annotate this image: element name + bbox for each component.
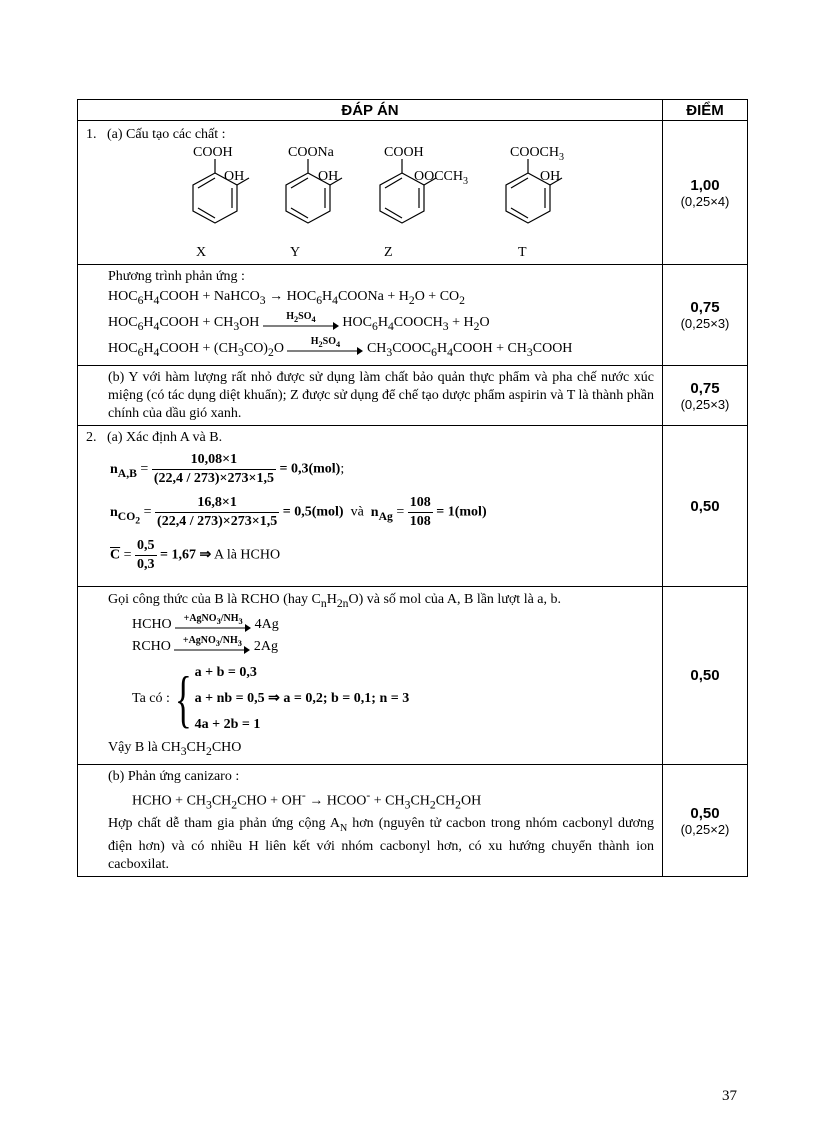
y-top-group: COONa: [288, 145, 334, 160]
header-points: ĐIỂM: [663, 100, 748, 121]
b-conclusion: Vậy B là $CH_3CH_2CHO$: [108, 740, 242, 758]
score-detail-6: (0,25×2): [680, 821, 730, 837]
score-2: 0,75: [690, 299, 720, 317]
formula-c-avg: $\overline{C}$ = $\frac{0,5}{0,3}$ = 1,67 ⇒ A là HCHO: [110, 538, 281, 573]
reaction-1: $HOC_6H_4COOH$ + NaHCO$_3$ → $HOC_6H_4COONa + H_2O + CO_2$: [108, 289, 465, 307]
formula-nab: $n_{A,B}$ = $\frac{10,08\times 1}{(22,4 / 273)\times 273\times 1,5}$ = 0,3(mol);: [110, 452, 345, 487]
equation-system: Ta có : { a + b = 0,3 a + nb = 0,5 ⇒ a = 0,2; b = 0,1; n = 3 4a + 2b = 1: [132, 663, 410, 735]
x-top-group: COOH: [193, 145, 233, 160]
score-3: 0,75: [690, 379, 720, 397]
header-answer: ĐÁP ÁN: [78, 100, 663, 121]
b-intro: Gọi công thức của B là RCHO (hay $C_nH_{2n}O$) và số mol của A, B lần lượt là a, b.: [108, 592, 562, 611]
reaction-rcho: RCHO $+AgNO_3/NH_3$ 2Ag: [132, 634, 279, 655]
q2b-explanation: Hợp chất dễ tham gia phản ứng cộng $A_N$ hơn (nguyên tử cacbon trong nhóm cacbonyl dương điện hơn) và có nhiều H liên kết với nhóm cacbonyl hơn, có xu hướng chuyển thành ion cacboxilat.: [108, 816, 654, 873]
score-cell-3: [663, 366, 748, 426]
formula-nco2: $n_{CO_2}$ = $\frac{16,8\times 1}{(22,4 / 273)\times 273\times 1,5}$ = 0,5(mol) và $n_{Ag}$ = $\frac{108}{108}$ = 1(mol): [110, 495, 487, 530]
z-letter: Z: [384, 245, 393, 260]
score-1: 1,00: [690, 176, 720, 194]
q1-number: 1.: [86, 127, 97, 142]
reactions-intro: Phương trình phản ứng :: [108, 269, 245, 284]
y-side-group: OH: [318, 169, 339, 184]
x-side-group: OH: [224, 169, 245, 184]
score-cell-4: [663, 426, 748, 587]
z-top-group: COOH: [384, 145, 424, 160]
score-cell-2: [663, 265, 748, 366]
canizaro-reaction: HCHO + $CH_3CH_2CHO + OH^-$ → HCOO- + $CH_3CH_2CH_2OH$: [132, 788, 482, 812]
score-5: 0,50: [690, 667, 720, 685]
score-detail-3: (0,25×3): [680, 396, 730, 412]
score-4: 0,50: [690, 497, 720, 515]
reaction-hcho: HCHO $+AgNO_3/NH_3$ 4Ag: [132, 612, 279, 633]
score-cell-5: [663, 587, 748, 765]
score-detail-1: (0,25×4): [680, 193, 730, 209]
score-cell-6: [663, 764, 748, 876]
reaction-3: $HOC_6H_4COOH + (CH_3CO)_2O$ $H_2SO_4$ $CH_3COOC_6H_4COOH$ + $CH_3COOH$: [108, 336, 573, 359]
t-top-group: $COOCH_3$: [510, 145, 565, 163]
score-6: 0,50: [690, 804, 720, 822]
q2a-heading: (a) Xác định A và B.: [107, 430, 223, 446]
reaction-2: $HOC_6H_4COOH + CH_3OH$ $H_2SO_4$ $HOC_6H_4COOCH_3 + H_2O$: [108, 310, 490, 333]
q2-number: 2.: [86, 430, 97, 446]
t-side-group: OH: [540, 169, 561, 184]
y-letter: Y: [290, 245, 301, 260]
q2b-heading: (b) Phản ứng canizaro :: [108, 768, 240, 784]
score-detail-2: (0,25×3): [680, 316, 730, 332]
molecule-structures: [168, 143, 688, 257]
page-number: 37: [722, 1088, 737, 1104]
q1b-text: (b) Y với hàm lượng rất nhỏ được sử dụng làm chất bảo quản thực phẩm và pha chế nước xúc miệng (có tác dụng diệt khuẩn); Z được sử dụng để chế tạo dược phẩm aspirin và T là thành phần chính của dầu gió xanh.: [108, 370, 654, 422]
answer-table: [77, 99, 748, 877]
x-letter: X: [196, 245, 207, 260]
z-side-group: $OOCCH_3$: [414, 169, 469, 187]
q1a-heading: (a) Cấu tạo các chất :: [107, 127, 226, 142]
t-letter: T: [518, 245, 527, 260]
